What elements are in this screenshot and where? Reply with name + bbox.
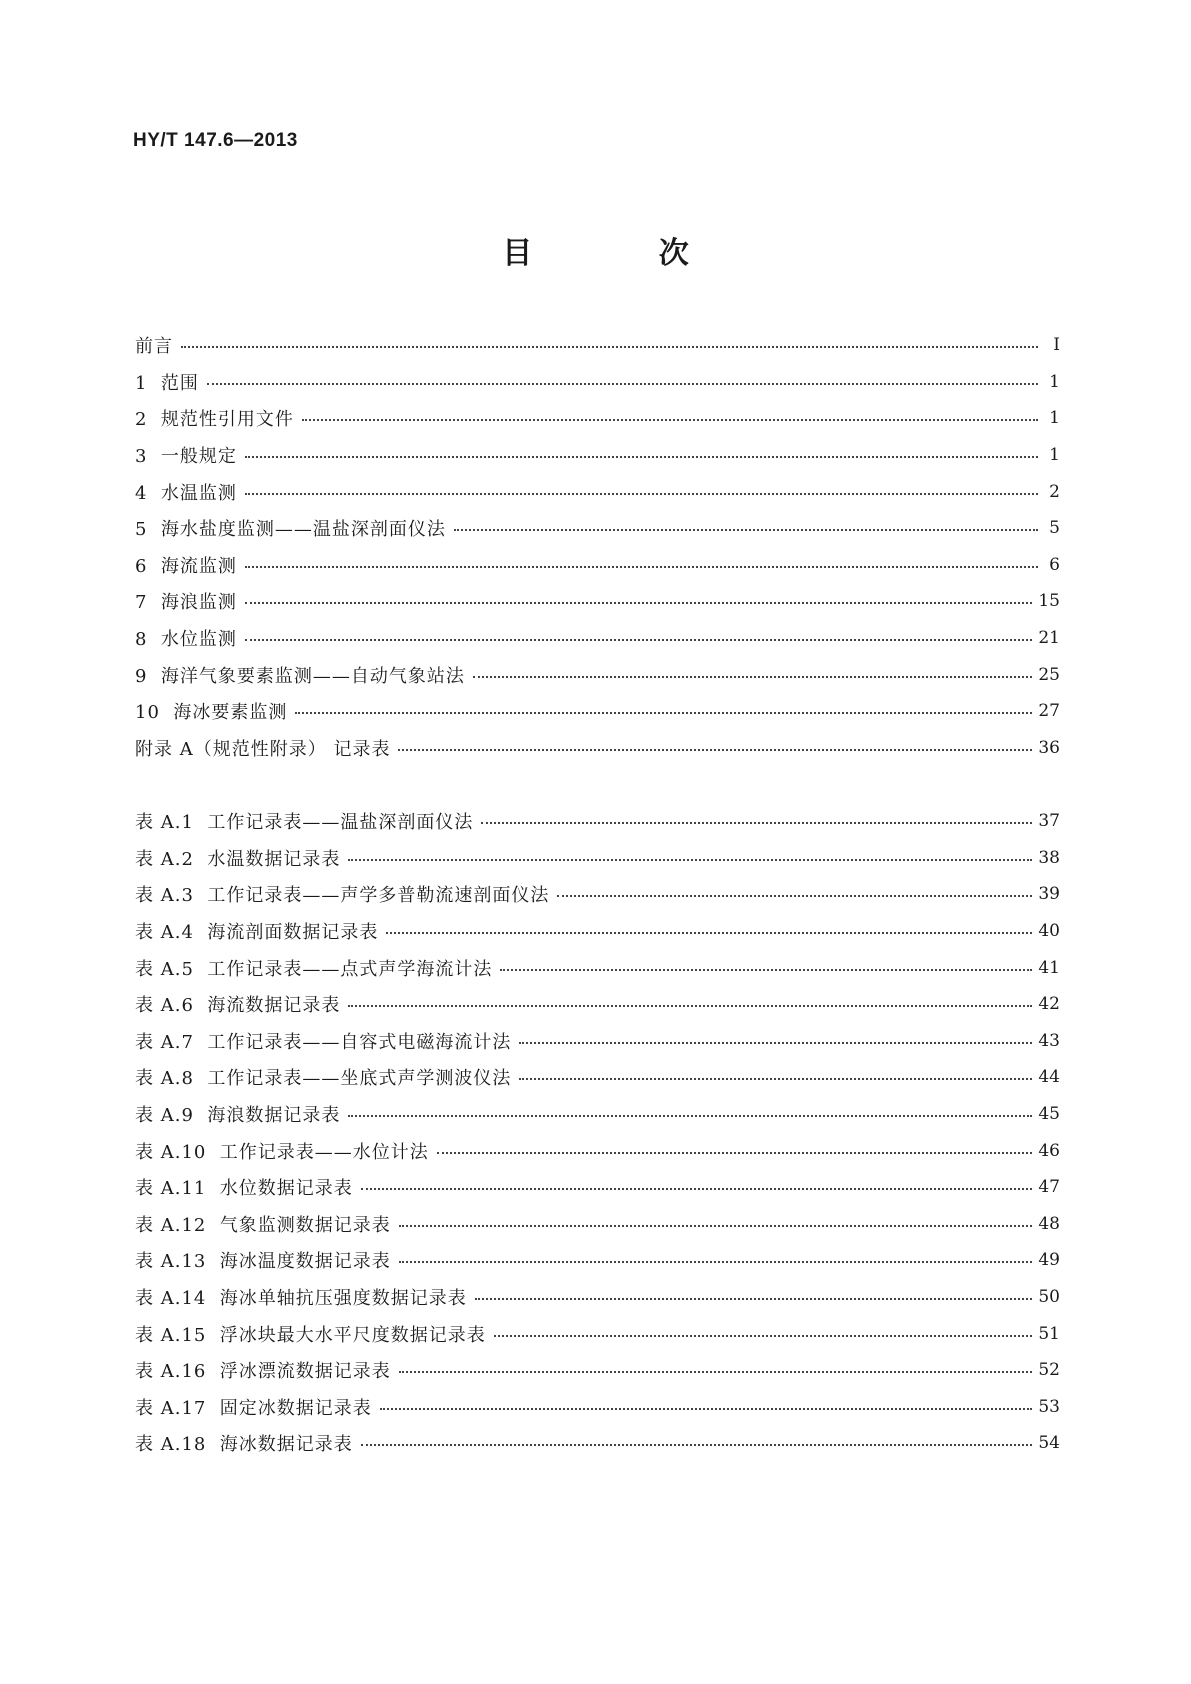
toc-leader-dots	[481, 811, 1032, 831]
toc-entry-table-a17[interactable]	[135, 1389, 1060, 1426]
toc-main-list	[135, 327, 1060, 766]
toc-entry-label: 表 A.18 海冰数据记录表	[135, 1434, 353, 1456]
toc-entry-table-a12[interactable]	[135, 1206, 1060, 1243]
toc-page-number: 43	[1038, 1030, 1060, 1051]
page-title: 目 次	[502, 236, 747, 271]
toc-entry-label: 表 A.13 海冰温度数据记录表	[135, 1251, 391, 1273]
toc-entry-general-provisions[interactable]	[135, 437, 1060, 474]
toc-entry-table-a7[interactable]	[135, 1023, 1060, 1060]
toc-entry-foreword[interactable]	[135, 327, 1060, 364]
toc-entry-water-level[interactable]	[135, 620, 1060, 657]
toc-entry-meteorology[interactable]	[135, 656, 1060, 693]
toc-entry-label: 表 A.17 固定冰数据记录表	[135, 1397, 372, 1419]
toc-entry-ocean-waves[interactable]	[135, 583, 1060, 620]
toc-page-number: 37	[1038, 811, 1060, 832]
toc-page-number: 53	[1038, 1396, 1060, 1417]
toc-entry-table-a2[interactable]	[135, 840, 1060, 877]
toc-page-number: 45	[1038, 1104, 1060, 1125]
toc-entry-label: 1 范围	[135, 372, 199, 394]
toc-entry-label: 表 A.5 工作记录表——点式声学海流计法	[135, 958, 493, 980]
toc-entry-label: 8 水位监测	[135, 629, 237, 651]
toc-page-number: Ⅰ	[1053, 335, 1060, 356]
toc-page-number: 5	[1049, 518, 1060, 539]
toc-entry-label: 表 A.8 工作记录表——坐底式声学测波仪法	[135, 1068, 512, 1090]
toc-entry-sea-ice[interactable]	[135, 693, 1060, 730]
toc-entry-label: 表 A.10 工作记录表——水位计法	[135, 1141, 429, 1163]
toc-page-number: 1	[1049, 371, 1060, 392]
toc-leader-dots	[454, 518, 1038, 538]
toc-leader-dots	[348, 848, 1032, 868]
toc-entry-label: 4 水温监测	[135, 482, 237, 504]
toc-entry-label: 7 海浪监测	[135, 592, 237, 614]
toc-page-number: 41	[1038, 957, 1060, 978]
toc-leader-dots	[302, 408, 1038, 428]
toc-entry-label: 2 规范性引用文件	[135, 409, 294, 431]
toc-page-number: 21	[1038, 628, 1060, 649]
toc-page-number: 15	[1038, 591, 1060, 612]
toc-entry-label: 表 A.4 海流剖面数据记录表	[135, 922, 379, 944]
toc-leader-dots	[475, 1287, 1033, 1307]
toc-leader-dots	[519, 1067, 1032, 1087]
toc-leader-dots	[361, 1177, 1033, 1197]
toc-entry-label: 表 A.9 海浪数据记录表	[135, 1105, 341, 1127]
toc-entry-table-a14[interactable]	[135, 1279, 1060, 1316]
toc-entry-label: 表 A.7 工作记录表——自容式电磁海流计法	[135, 1031, 512, 1053]
toc-leader-dots	[557, 884, 1032, 904]
toc-leader-dots	[361, 1433, 1033, 1453]
toc-leader-dots	[386, 921, 1032, 941]
toc-tables-list	[135, 803, 1060, 1462]
toc-entry-table-a9[interactable]	[135, 1096, 1060, 1133]
toc-leader-dots	[181, 335, 1038, 355]
toc-page-number: 27	[1038, 701, 1060, 722]
toc-leader-dots	[245, 555, 1038, 575]
toc-entry-label: 表 A.2 水温数据记录表	[135, 848, 341, 870]
toc-entry-table-a15[interactable]	[135, 1315, 1060, 1352]
toc-leader-dots	[398, 738, 1032, 758]
toc-entry-label: 9 海洋气象要素监测——自动气象站法	[135, 665, 465, 687]
toc-page-number: 51	[1038, 1323, 1060, 1344]
toc-page-number: 54	[1038, 1433, 1060, 1454]
toc-entry-label: 表 A.11 水位数据记录表	[135, 1178, 353, 1200]
toc-leader-dots	[348, 1104, 1032, 1124]
toc-page-number: 48	[1038, 1213, 1060, 1234]
toc-entry-ocean-current[interactable]	[135, 547, 1060, 584]
toc-entry-label: 表 A.15 浮冰块最大水平尺度数据记录表	[135, 1324, 486, 1346]
toc-entry-table-a11[interactable]	[135, 1169, 1060, 1206]
toc-entry-label: 表 A.6 海流数据记录表	[135, 995, 341, 1017]
toc-entry-label: 5 海水盐度监测——温盐深剖面仪法	[135, 519, 446, 541]
toc-entry-table-a5[interactable]	[135, 949, 1060, 986]
toc-leader-dots	[348, 994, 1032, 1014]
toc-page-number: 42	[1038, 994, 1060, 1015]
toc-entry-scope[interactable]	[135, 364, 1060, 401]
toc-page-number: 50	[1038, 1287, 1060, 1308]
toc-entry-table-a10[interactable]	[135, 1132, 1060, 1169]
toc-leader-dots	[399, 1214, 1033, 1234]
toc-leader-dots	[245, 482, 1038, 502]
toc-entry-water-temperature[interactable]	[135, 473, 1060, 510]
toc-leader-dots	[437, 1141, 1033, 1161]
toc-leader-dots	[399, 1360, 1033, 1380]
toc-entry-table-a18[interactable]	[135, 1425, 1060, 1462]
toc-entry-label: 3 一般规定	[135, 446, 237, 468]
toc-page-number: 44	[1038, 1067, 1060, 1088]
toc-entry-table-a6[interactable]	[135, 986, 1060, 1023]
toc-leader-dots	[245, 445, 1038, 465]
toc-leader-dots	[500, 958, 1032, 978]
toc-leader-dots	[295, 701, 1032, 721]
toc-page-number: 25	[1038, 664, 1060, 685]
toc-leader-dots	[473, 665, 1032, 685]
document-code: HY/T 147.6—2013	[133, 130, 298, 151]
toc-entry-salinity[interactable]	[135, 510, 1060, 547]
toc-leader-dots	[380, 1397, 1033, 1417]
toc-page-number: 6	[1049, 554, 1060, 575]
toc-entry-label: 表 A.12 气象监测数据记录表	[135, 1214, 391, 1236]
toc-entry-label: 附录 A（规范性附录） 记录表	[135, 738, 391, 760]
toc-leader-dots	[494, 1324, 1033, 1344]
toc-entry-label: 表 A.16 浮冰漂流数据记录表	[135, 1361, 391, 1383]
toc-leader-dots	[245, 591, 1032, 611]
toc-page-number: 1	[1049, 408, 1060, 429]
toc-page-number: 36	[1038, 737, 1060, 758]
toc-entry-label: 10 海冰要素监测	[135, 702, 288, 724]
toc-page-number: 39	[1038, 884, 1060, 905]
toc-page-number: 40	[1038, 921, 1060, 942]
toc-page-number: 38	[1038, 847, 1060, 868]
toc-page-number: 49	[1038, 1250, 1060, 1271]
toc-page-number: 52	[1038, 1360, 1060, 1381]
toc-entry-table-a3[interactable]	[135, 876, 1060, 913]
toc-entry-label: 6 海流监测	[135, 555, 237, 577]
toc-leader-dots	[399, 1250, 1033, 1270]
toc-leader-dots	[207, 372, 1038, 392]
toc-entry-normative-references[interactable]	[135, 400, 1060, 437]
toc-entry-label: 前言	[135, 336, 173, 358]
toc-page-number: 1	[1049, 445, 1060, 466]
toc-entry-table-a8[interactable]	[135, 1059, 1060, 1096]
toc-entry-label: 表 A.1 工作记录表——温盐深剖面仪法	[135, 812, 474, 834]
toc-entry-table-a13[interactable]	[135, 1242, 1060, 1279]
toc-page-number: 2	[1049, 481, 1060, 502]
toc-entry-table-a1[interactable]	[135, 803, 1060, 840]
toc-page-number: 47	[1038, 1177, 1060, 1198]
toc-page-number: 46	[1038, 1140, 1060, 1161]
toc-leader-dots	[519, 1031, 1032, 1051]
toc-entry-label: 表 A.14 海冰单轴抗压强度数据记录表	[135, 1288, 467, 1310]
toc-leader-dots	[245, 628, 1032, 648]
toc-entry-appendix-a[interactable]	[135, 730, 1060, 767]
toc-entry-label: 表 A.3 工作记录表——声学多普勒流速剖面仪法	[135, 885, 550, 907]
toc-entry-table-a4[interactable]	[135, 913, 1060, 950]
toc-entry-table-a16[interactable]	[135, 1352, 1060, 1389]
